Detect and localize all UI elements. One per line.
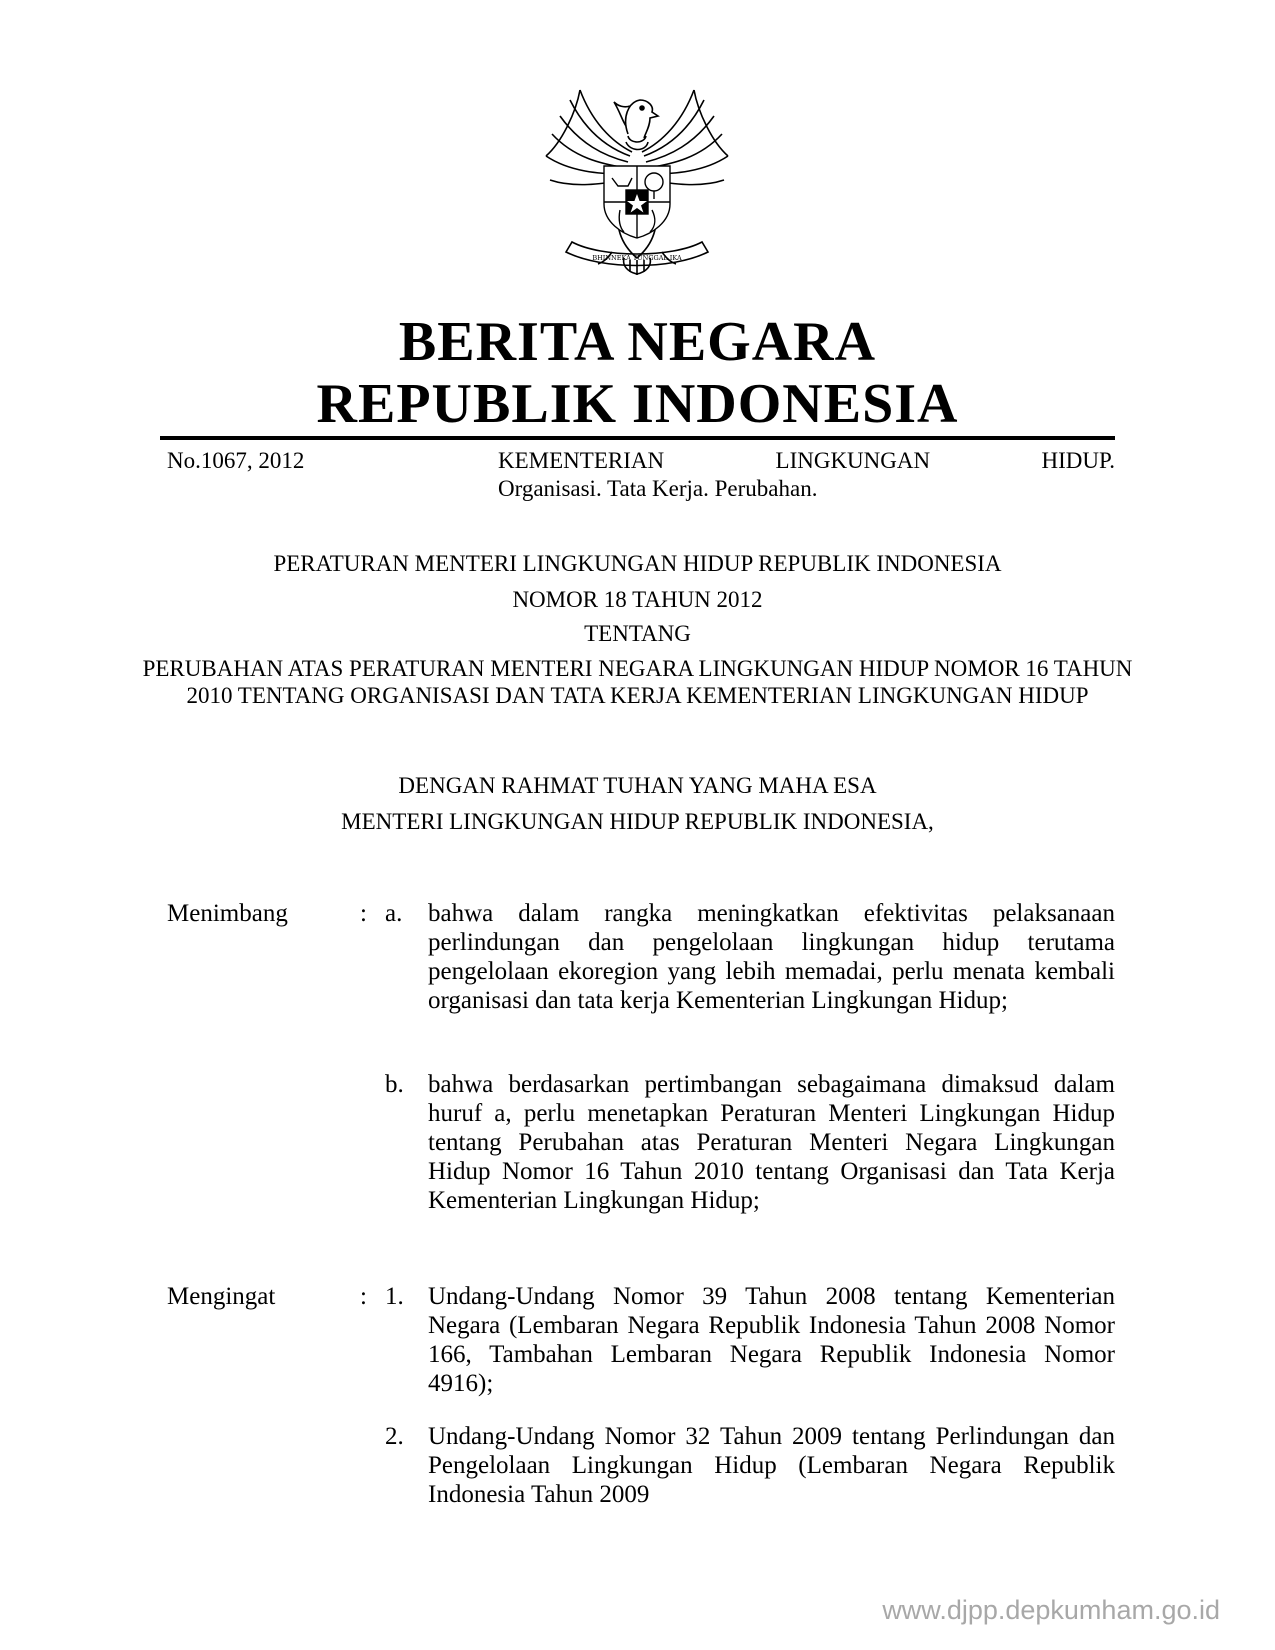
- source-url: www.djpp.depkumham.go.id: [882, 1595, 1220, 1625]
- menimbang-item: bahwa dalam rangka meningkatkan efektivitas pelaksanaan perlindungan dan pengelolaan lingkungan hidup terutama pengelolaan ekoregion yang lebih memadai, perlu menata kembali organisasi dan tata kerja Kementerian Lingkungan Hidup;: [428, 900, 1115, 1014]
- mengingat-item: Undang-Undang Nomor 32 Tahun 2009 tentang Perlindungan dan Pengelolaan Lingkungan Hidup (Lembaran Negara Republik Indonesia Tahun 2009: [428, 1423, 1115, 1508]
- gazette-subject: [498, 447, 1115, 475]
- menimbang-colon: :: [360, 900, 367, 927]
- menimbang-item: bahwa berdasarkan pertimbangan sebagaimana dimaksud dalam huruf a, perlu menetapkan Peraturan Menteri Lingkungan Hidup tentang Perubahan atas Peraturan Menteri Negara Lingkungan Hidup Nomor 16 Tahun 2010 tentang Organisasi dan Tata Kerja Kementerian Lingkungan Hidup;: [428, 1071, 1115, 1214]
- menimbang-marker: b.: [385, 1071, 404, 1098]
- menimbang-marker: a.: [385, 900, 403, 927]
- regulation-heading: PERATURAN MENTERI LINGKUNGAN HIDUP REPUBLIK INDONESIA: [273, 551, 1002, 576]
- masthead-rule: [160, 436, 1115, 440]
- regulation-number: NOMOR 18 TAHUN 2012: [512, 587, 763, 612]
- minister-line: MENTERI LINGKUNGAN HIDUP REPUBLIK INDONESIA,: [341, 809, 934, 834]
- mengingat-marker: 2.: [385, 1423, 404, 1450]
- gazette-subject-word: KEMENTERIAN: [498, 448, 665, 473]
- mengingat-colon: :: [360, 1283, 367, 1310]
- mengingat-item: Undang-Undang Nomor 39 Tahun 2008 tentang Kementerian Negara (Lembaran Negara Republik Indonesia Tahun 2008 Nomor 166, Tambahan Lembaran Negara Republik Indonesia Nomor 4916);: [428, 1283, 1115, 1397]
- masthead-title: BERITA NEGARA: [398, 311, 877, 373]
- regulation-tentang: TENTANG: [584, 621, 691, 646]
- gazette-number: No.1067, 2012: [167, 448, 305, 473]
- gazette-subject-word: LINGKUNGAN: [775, 448, 931, 473]
- regulation-title: PERUBAHAN ATAS PERATURAN MENTERI NEGARA LINGKUNGAN HIDUP NOMOR 16 TAHUN 2010 TENTANG ORGANISASI DAN TATA KERJA KEMENTERIAN LINGKUNGAN HIDUP: [142, 656, 1133, 708]
- gazette-keywords: Organisasi. Tata Kerja. Perubahan.: [498, 476, 818, 501]
- garuda-pancasila-emblem: [532, 82, 742, 280]
- gazette-subject-word: HIDUP.: [1041, 448, 1116, 473]
- rahmat-line: DENGAN RAHMAT TUHAN YANG MAHA ESA: [398, 773, 877, 798]
- emblem-motto: BHINNEKA TUNGGAL IKA: [592, 254, 682, 262]
- masthead-subtitle: REPUBLIK INDONESIA: [316, 373, 959, 435]
- mengingat-label: Mengingat: [167, 1283, 276, 1310]
- mengingat-marker: 1.: [385, 1283, 404, 1310]
- menimbang-label: Menimbang: [167, 900, 288, 927]
